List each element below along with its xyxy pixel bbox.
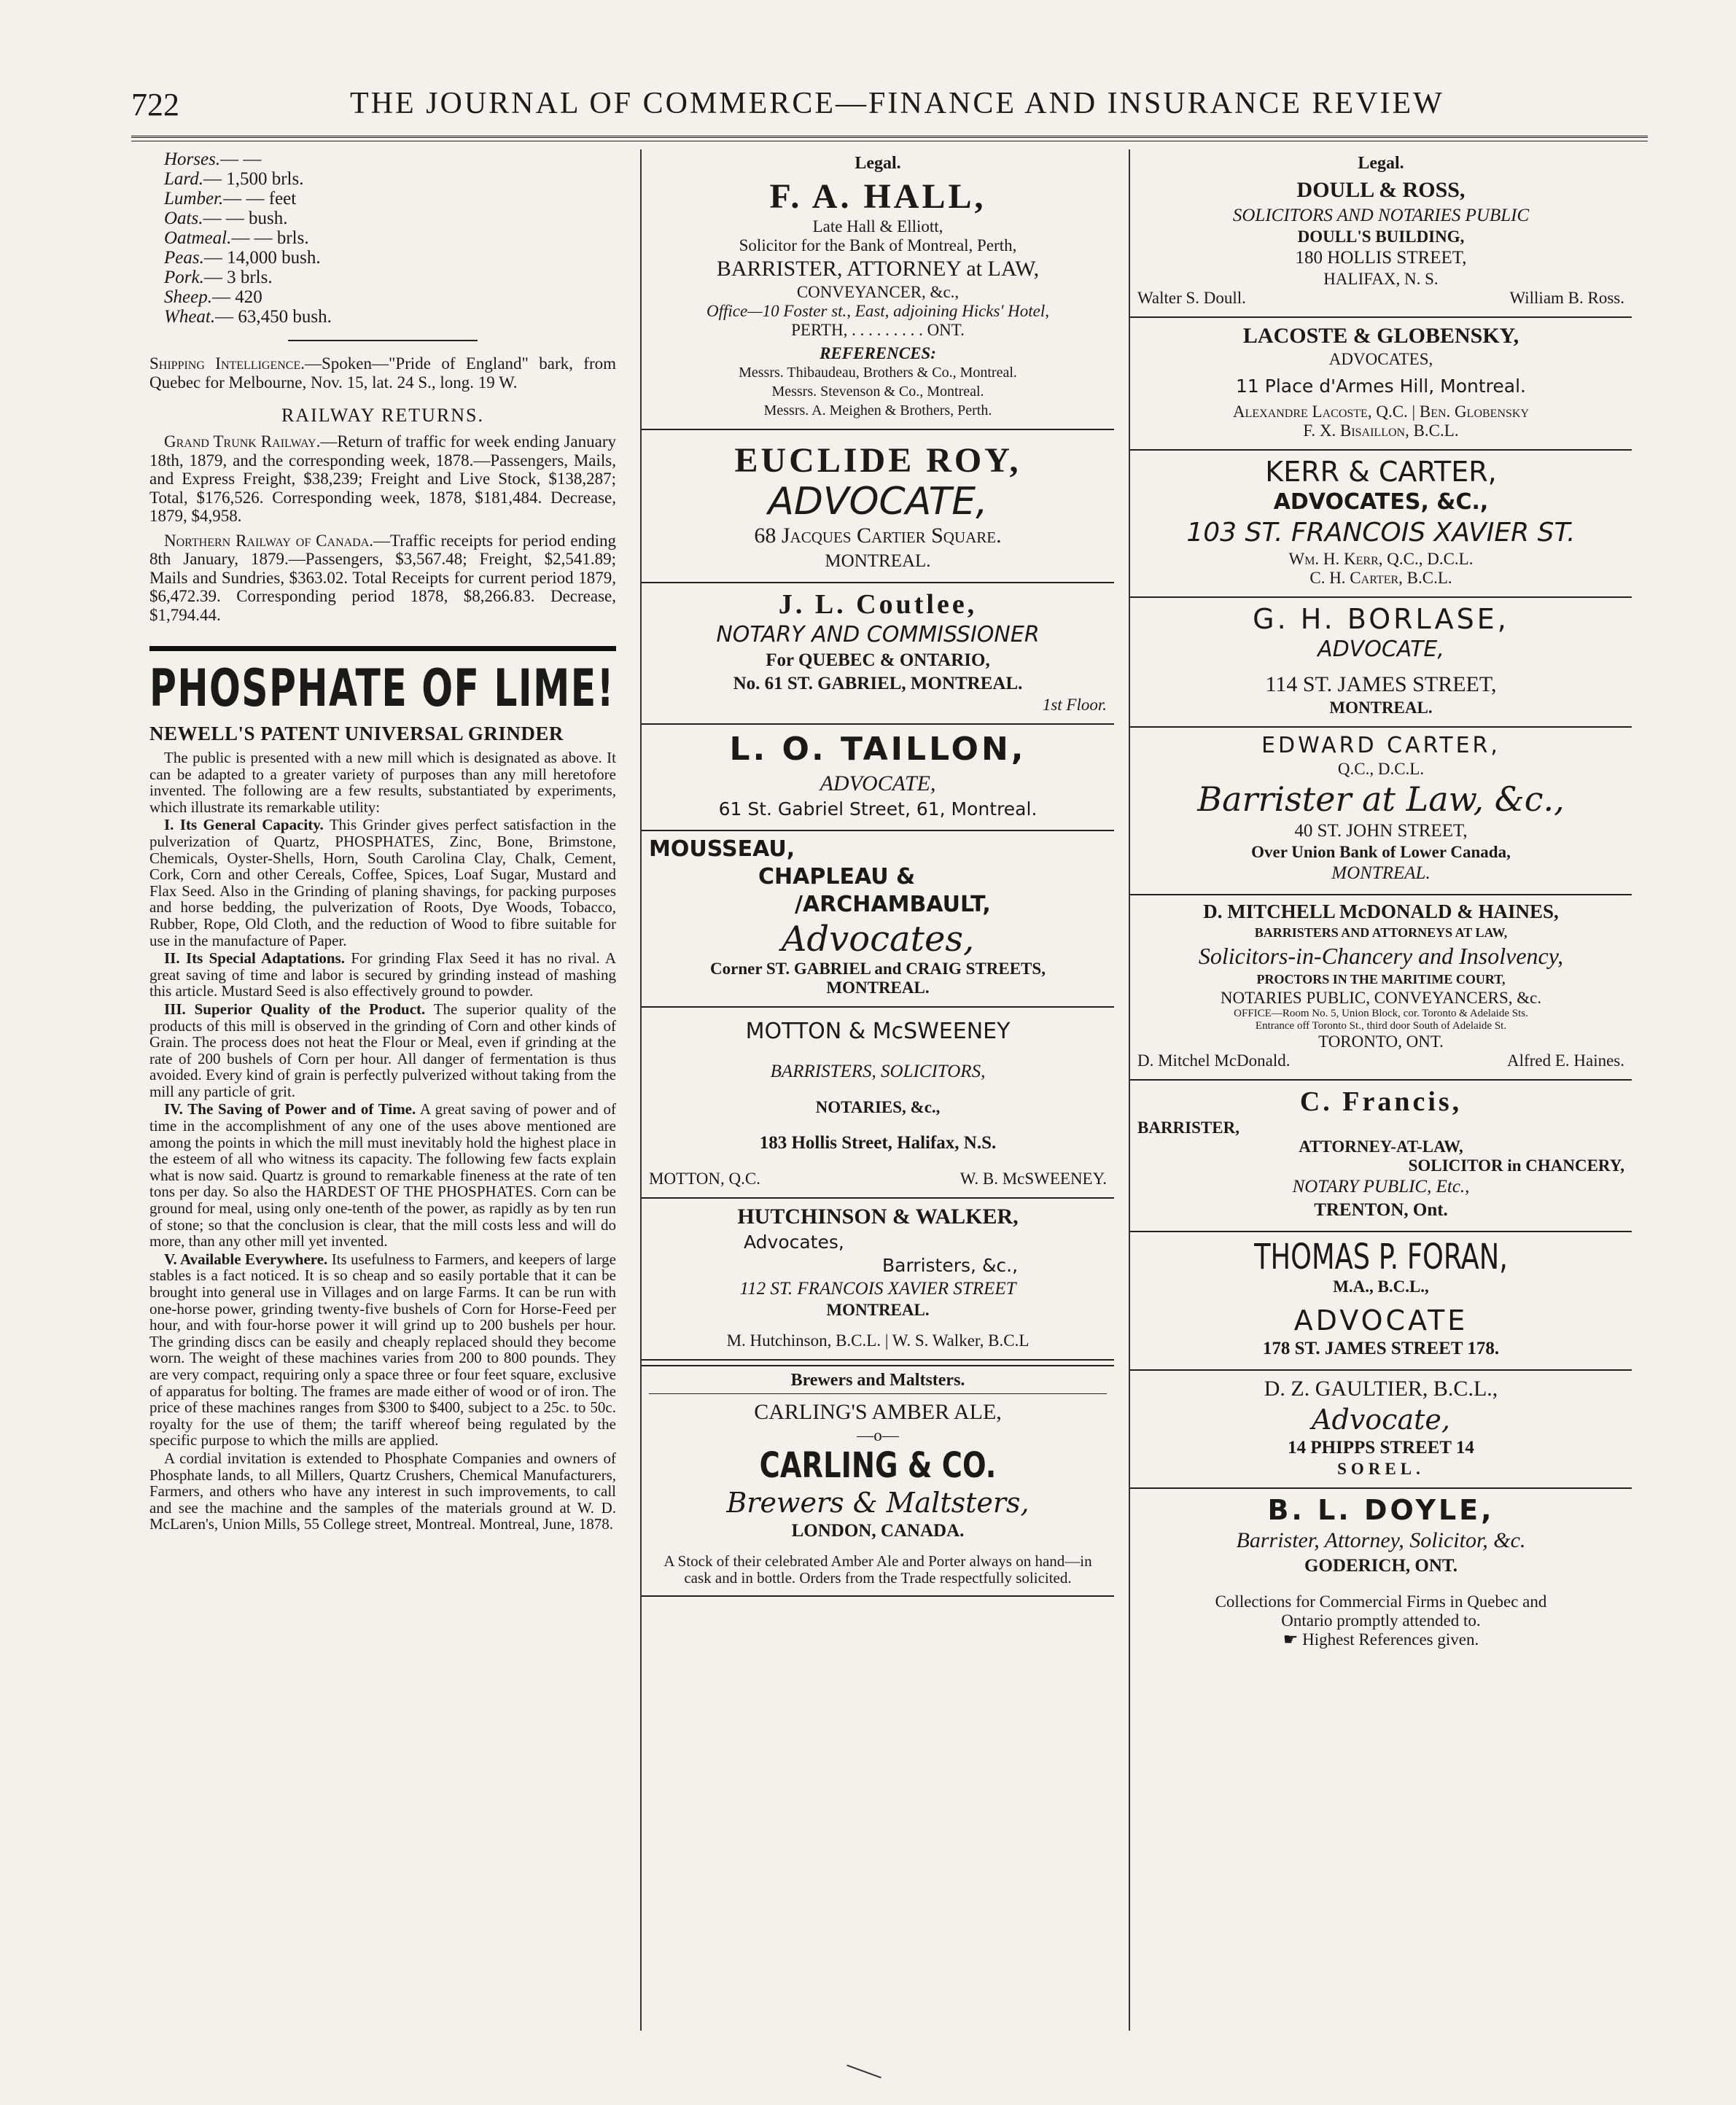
ad-line: Over Union Bank of Lower Canada, — [1251, 843, 1511, 861]
phosphate-body — [149, 750, 616, 1533]
section-text: A great saving of power and of time in the accomplishment of any one of the uses above mentioned are among the points in which the mill must inevitably hold the highest place in the esteem of all who witness its capacity. The following few facts explain what is now said. Quartz is ground to remarkable fineness at the rate of ten tons per day. So also the HARDEST OF THE PHOSPHATES. Corn can be ground for meal, using only one-tenth of the power, as rapidly as by ten run of stone; so that the conclusion is clear, that the mill costs less and will do more, than any other mill yet invented. — [149, 1100, 617, 1250]
category-legal: Legal. — [855, 154, 901, 173]
ad-line: For QUEBEC & ONTARIO, — [766, 650, 990, 670]
ad-title: NOTARY AND COMMISSIONER — [716, 622, 1040, 647]
ad-line: PROCTORS IN THE MARITIME COURT, — [1256, 972, 1506, 987]
ad-name: D. Z. GAULTIER, B.C.L., — [1264, 1377, 1498, 1401]
ad-title: ADVOCATE, — [1317, 637, 1444, 662]
ad-line: ☛ Highest References given. — [1282, 1630, 1479, 1649]
stat-value: — 420 — [211, 287, 262, 307]
ad-name: KERR & CARTER, — [1265, 456, 1497, 488]
ad-text: A Stock of their celebrated Amber Ale and Porter always on hand—in cask and in bottle. Orders from the Trade respectfully solicited. — [663, 1552, 1092, 1587]
ad-name: THOMAS P. FORAN, — [1254, 1237, 1508, 1277]
ad-title: ADVOCATE, — [820, 771, 936, 795]
stat-value: — — — [220, 149, 262, 169]
print-mark — [846, 2065, 881, 2079]
stat-value: — 1,500 brls. — [203, 169, 304, 189]
stat-label: Oats. — [164, 209, 203, 228]
ad-title: BARRISTERS, SOLICITORS, — [770, 1062, 986, 1081]
ad-doyle — [1130, 1489, 1632, 1658]
ad-line: Q.C., D.C.L. — [1337, 760, 1425, 778]
ad-line: NOTARIES, &c., — [815, 1098, 941, 1116]
ad-address: 183 Hollis Street, Halifax, N.S. — [759, 1133, 997, 1153]
ad-lacoste — [1130, 318, 1632, 451]
phosphate-section-2 — [149, 950, 616, 1000]
ad-city: MONTREAL. — [826, 978, 930, 997]
section-text: Its usefulness to Farmers, and keepers of large stables is a fact noticed. It is so cheap and so easily portable that it can be brought into general use in Villages and on large Farms. It can be run with one-horse power, grinding twenty-five bushels of Corn for Horse-Feed per hour, and with four-horse power it will grind up to 200 bushels per hour. The grinding discs can be easily and cheaply replaced should they become worn. The weight of these machines varies from 200 to 800 pounds. They are very compact, requiring only a space three or four feet square, exclusive of apparatus for bolting. The frames are made either of wood or of iron. The price of these machines ranges from $300 to $400, subject to a 25c. to 50c. royalty for the use of them; the tariff whereof being regulated by the specific purpose to which the mills are applied. — [149, 1250, 617, 1450]
gtr-head: Grand Trunk Railway. — [164, 432, 321, 451]
stat-row — [164, 209, 616, 228]
gtr-text: —Return of traffic for week ending January 18th, 1879, and the corresponding week, 1878.—Passengers, Mails, and Express Freight, $38,239; Freight and Live Stock, $138,287; Total, $176,526. Corresponding week, 1878, $181,484. Decrease, 1879, $4,958. — [149, 432, 616, 525]
ad-address: 14 PHIPPS STREET 14 — [1288, 1438, 1474, 1458]
stat-row — [164, 149, 616, 169]
section-head: III. Superior Quality of the Product. — [164, 1000, 426, 1018]
ad-city: MONTREAL. — [1329, 699, 1433, 717]
stat-value: — — brls. — [231, 228, 309, 248]
ad-title: Advocate, — [1312, 1404, 1450, 1436]
stats-list — [164, 149, 616, 327]
phosphate-section-1 — [149, 817, 616, 949]
ad-roy — [642, 430, 1114, 583]
ad-city: MONTREAL. — [1331, 863, 1431, 883]
stat-label: Lumber. — [164, 189, 224, 209]
ad-name: EDWARD CARTER, — [1261, 733, 1500, 758]
ad-line: BARRISTER, — [1137, 1118, 1239, 1137]
section-head: IV. The Saving of Power and of Time. — [164, 1100, 416, 1118]
ad-line: ATTORNEY-AT-LAW, — [1299, 1137, 1463, 1156]
ad-kerr — [1130, 451, 1632, 598]
ad-partners — [1137, 1051, 1624, 1070]
stat-row — [164, 287, 616, 307]
section-text: This Grinder gives perfect satisfaction in the pulverization of Quartz, PHOSPHATES, Zinc, Bone, Brimstone, Chemicals, Oyster-Shells, Horn, South Carolina Clay, Chalk, Cement, Cork, Corn and other Cereals, Coffee, Spices, Loaf Sugar, Mustard and Flax Seed. Also in the Grinding of planing shavings, for packing purposes and horse bedding, the pulverization of Roots, Dye Woods, Tobacco, Rubber, Rope, Old Cloth, and the reduction of Wood to fibre suitable for use in the manufacture of Paper. — [149, 816, 617, 949]
stat-label: Pork. — [164, 268, 204, 287]
partner-name: D. Mitchel McDonald. — [1137, 1051, 1291, 1070]
section-head: II. Its Special Adaptations. — [164, 949, 345, 968]
column-left — [149, 149, 616, 1533]
ad-title: ADVOCATE, — [768, 480, 988, 524]
section-head: V. Available Everywhere. — [164, 1250, 328, 1268]
phosphate-title: PHOSPHATE OF LIME! — [149, 658, 615, 718]
ad-name: B. L. DOYLE, — [1267, 1494, 1495, 1526]
ad-gaultier — [1130, 1371, 1632, 1489]
divider — [288, 340, 478, 341]
ad-partners: M. Hutchinson, B.C.L. | W. S. Walker, B.C.L — [726, 1331, 1029, 1350]
ad-name: /ARCHAMBAULT, — [795, 892, 991, 917]
ad-line: SOLICITOR in CHANCERY, — [1408, 1156, 1624, 1175]
ad-partner: F. X. Bisaillon, B.C.L. — [1303, 421, 1459, 440]
stat-value: — 3 brls. — [203, 268, 273, 287]
ad-address: 11 Place d'Armes Hill, Montreal. — [1236, 376, 1526, 397]
ad-line: M.A., B.C.L., — [1333, 1277, 1429, 1296]
ad-address: 40 ST. JOHN STREET, — [1294, 821, 1468, 841]
phosphate-section-5 — [149, 1251, 616, 1449]
ad-title: ADVOCATE — [1293, 1304, 1468, 1336]
ad-title: Brewers & Maltsters, — [726, 1487, 1029, 1519]
railway-returns-heading: RAILWAY RETURNS. — [281, 405, 485, 426]
ad-address: 114 ST. JAMES STREET, — [1265, 672, 1497, 696]
phosphate-invitation: A cordial invitation is extended to Phosphate Companies and owners of Phosphate lands, to all Millers, Quartz Crushers, Chemical Manufacturers, Farmers, and others who have any interest in such improvements, to call and see the machine and the samples of the materials ground at W. D. McLaren's, Union Mills, 55 College street, Montreal. Montreal, June, 1878. — [149, 1449, 616, 1533]
ad-partners: Alexandre Lacoste, Q.C. | Ben. Globensky — [1232, 402, 1530, 421]
partner-name: W. B. McSWEENEY. — [960, 1170, 1107, 1188]
shipping-intelligence — [149, 354, 616, 392]
ad-line: OFFICE—Room No. 5, Union Block, cor. Toronto & Adelaide Sts. — [1234, 1008, 1528, 1019]
ad-address: 178 ST. JAMES STREET 178. — [1262, 1339, 1500, 1358]
ad-carling — [642, 1365, 1114, 1597]
ad-name: LACOSTE & GLOBENSKY, — [1242, 324, 1519, 348]
ad-partners — [649, 1170, 1107, 1188]
ad-edward-carter — [1130, 728, 1632, 895]
ncr-paragraph — [149, 532, 616, 625]
ad-name: G. H. BORLASE, — [1253, 603, 1509, 635]
ad-city: TORONTO, ONT. — [1318, 1032, 1444, 1051]
stat-label: Sheep. — [164, 287, 212, 307]
ad-line: Messrs. A. Meighen & Brothers, Perth. — [763, 402, 992, 419]
partner-name: Walter S. Doull. — [1137, 289, 1246, 307]
ad-name: L. O. TAILLON, — [729, 731, 1027, 768]
ad-line: Collections for Commercial Firms in Quebec and — [1215, 1592, 1547, 1611]
stat-value: — 63,450 bush. — [215, 307, 332, 327]
ad-partner: C. H. Carter, B.C.L. — [1309, 569, 1452, 587]
ad-title: SOLICITORS AND NOTARIES PUBLIC — [1232, 206, 1530, 225]
ad-line: BARRISTER, ATTORNEY at LAW, — [716, 257, 1040, 281]
stat-row — [164, 169, 616, 189]
ad-line: Advocates, — [744, 1232, 844, 1253]
stat-label: Peas. — [164, 248, 204, 268]
ad-line: Messrs. Thibaudeau, Brothers & Co., Montreal. — [739, 365, 1017, 381]
stat-row — [164, 228, 616, 248]
section-text: The superior quality of the products of this mill is observed in the grinding of Corn and other kinds of Grain. The process does not heat the Flour or Meal, even if grinding at the rate of 200 bushels of Corn per hour. All danger of fermentation is thus avoided. Every kind of grain is perfectly pulverized without taking from the mill any particle of grit. — [149, 1000, 617, 1100]
ad-line: REFERENCES: — [820, 344, 936, 362]
divider — [149, 646, 616, 651]
ad-line: BARRISTERS AND ATTORNEYS AT LAW, — [1254, 925, 1508, 940]
column-middle — [640, 149, 1114, 2031]
ad-mousseau — [642, 831, 1114, 1008]
ad-city: MONTREAL. — [826, 1301, 930, 1319]
ad-borlase — [1130, 598, 1632, 728]
journal-title: THE JOURNAL OF COMMERCE—FINANCE AND INSURANCE REVIEW — [350, 87, 1444, 120]
stat-row — [164, 268, 616, 287]
ad-line: DOULL'S BUILDING, — [1297, 227, 1465, 246]
ad-address: No. 61 ST. GABRIEL, MONTREAL. — [733, 674, 1023, 693]
ad-foran — [1130, 1232, 1632, 1371]
ad-line: PERTH, . . . . . . . . . ONT. — [791, 321, 965, 339]
ad-mitchell — [1130, 895, 1632, 1081]
ad-coutlee — [642, 583, 1114, 725]
ad-title: Advocates, — [781, 919, 975, 960]
category-legal: Legal. — [1358, 154, 1404, 173]
ncr-head: Northern Railway of Canada. — [164, 531, 374, 550]
ad-line: Barristers, &c., — [882, 1255, 1019, 1276]
ad-title: Barrister at Law, &c., — [1197, 779, 1565, 819]
partner-name: Alfred E. Haines. — [1507, 1051, 1624, 1070]
column-right — [1129, 149, 1632, 2031]
ad-name: CHAPLEAU & — [758, 864, 916, 890]
stat-row — [164, 189, 616, 209]
ad-name: C. Francis, — [1299, 1086, 1463, 1117]
partner-name: MOTTON, Q.C. — [649, 1170, 760, 1188]
ad-line: 1st Floor. — [1042, 696, 1107, 714]
ad-line: Solicitors-in-Chancery and Insolvency, — [1198, 943, 1564, 969]
ad-hall — [642, 149, 1114, 430]
ad-line: NOTARY PUBLIC, Etc., — [1292, 1177, 1470, 1197]
ad-name: EUCLIDE ROY, — [734, 441, 1021, 480]
ad-name: HUTCHINSON & WALKER, — [737, 1205, 1019, 1229]
ad-address: Corner ST. GABRIEL and CRAIG STREETS, — [710, 960, 1046, 978]
stat-label: Lard. — [164, 169, 203, 189]
ncr-text: —Traffic receipts for period ending 8th January, 1879.—Passengers, $3,567.48; Freight, $2,541.89; Mails and Sundries, $363.02. Total Receipts for current period 1879, $6,472.39. Corresponding period 1878, $8,266.83. Decrease, $1,794.44. — [149, 531, 616, 624]
ad-hutchinson — [642, 1199, 1114, 1361]
ad-address: 61 St. Gabriel Street, 61, Montreal. — [718, 798, 1038, 820]
section-head: I. Its General Capacity. — [164, 816, 324, 834]
ad-line: Solicitor for the Bank of Montreal, Perth, — [739, 236, 1017, 254]
ad-name: D. MITCHELL McDONALD & HAINES, — [1203, 900, 1559, 922]
ad-partners — [1137, 289, 1624, 308]
ad-name: J. L. Coutlee, — [778, 589, 978, 620]
category-brewers: Brewers and Maltsters. — [790, 1371, 965, 1390]
ad-name: MOTTON & McSWEENEY — [745, 1019, 1011, 1044]
page-number: 722 — [131, 87, 179, 122]
ad-city: SOREL. — [1337, 1460, 1425, 1478]
phosphate-subtitle: NEWELL'S PATENT UNIVERSAL GRINDER — [149, 723, 564, 744]
ad-address: 103 ST. FRANCOIS XAVIER ST. — [1186, 518, 1576, 548]
ad-city: HALIFAX, N. S. — [1323, 270, 1439, 288]
stat-label: Horses. — [164, 149, 221, 169]
ad-line: CARLING'S AMBER ALE, — [649, 1393, 1107, 1426]
ad-line: Ontario promptly attended to. — [1281, 1611, 1481, 1630]
stat-value: — 14,000 bush. — [203, 248, 321, 268]
stat-label: Wheat. — [164, 307, 216, 327]
ad-line: Office—10 Foster st., East, adjoining Hicks' Hotel, — [707, 302, 1049, 320]
section-text: For grinding Flax Seed it has no rival. A great saving of time and labor is secured by grinding instead of mashing this article. Mustard Seed is also effectively ground to powder. — [149, 949, 617, 1000]
gtr-paragraph — [149, 432, 616, 526]
ad-name: CARLING & CO. — [759, 1445, 997, 1486]
ad-name: DOULL & ROSS, — [1296, 178, 1466, 202]
header-rule — [131, 136, 1648, 141]
ad-doull — [1130, 149, 1632, 318]
ad-francis — [1130, 1081, 1632, 1232]
stat-label: Oatmeal. — [164, 228, 232, 248]
ad-taillon — [642, 725, 1114, 831]
ad-city: MONTREAL. — [825, 551, 931, 571]
ad-city: GODERICH, ONT. — [1304, 1556, 1457, 1576]
ad-separator: —o— — [857, 1426, 899, 1444]
ad-city: LONDON, CANADA. — [791, 1521, 965, 1541]
ad-city: TRENTON, Ont. — [1314, 1200, 1448, 1220]
ad-title: ADVOCATES, &C., — [1273, 489, 1489, 515]
shipping-head: Shipping Intelligence. — [149, 354, 305, 373]
partner-name: William B. Ross. — [1509, 289, 1624, 307]
ad-line: NOTARIES PUBLIC, CONVEYANCERS, &c. — [1220, 989, 1542, 1007]
ad-title: Barrister, Attorney, Solicitor, &c. — [1236, 1528, 1526, 1552]
ad-line: CONVEYANCER, &c., — [796, 283, 960, 301]
stat-value: — — bush. — [203, 209, 288, 228]
ad-address: 180 HOLLIS STREET, — [1295, 248, 1467, 268]
stat-row — [164, 248, 616, 268]
ad-title: ADVOCATES, — [1328, 350, 1433, 368]
ad-line: Messrs. Stevenson & Co., Montreal. — [771, 384, 984, 400]
shipping-text: —Spoken—"Pride of England" bark, from Quebec for Melbourne, Nov. 15, lat. 24 S., long. 19 W. — [149, 354, 617, 392]
ad-line: Late Hall & Elliott, — [812, 217, 943, 236]
ad-address: 112 ST. FRANCOIS XAVIER STREET — [739, 1279, 1016, 1299]
stat-row — [164, 307, 616, 327]
ad-line: Entrance off Toronto St., third door South of Adelaide St. — [1255, 1020, 1507, 1032]
ad-partner: Wm. H. Kerr, Q.C., D.C.L. — [1288, 550, 1474, 568]
stat-value: — — feet — [223, 189, 297, 209]
phosphate-section-3 — [149, 1001, 616, 1100]
phosphate-section-4 — [149, 1101, 616, 1249]
ad-name: F. A. HALL, — [769, 177, 986, 216]
phosphate-intro: The public is presented with a new mill which is designated as above. It can be adapted to a greater variety of purposes than any mill heretofore invented. The following are a few results, substantiated by experiments, which illustrate its remarkable utility: — [149, 749, 616, 816]
ad-name: MOUSSEAU, — [649, 836, 795, 862]
ad-motton — [642, 1008, 1114, 1199]
ad-address: 68 Jacques Cartier Square. — [754, 524, 1002, 548]
